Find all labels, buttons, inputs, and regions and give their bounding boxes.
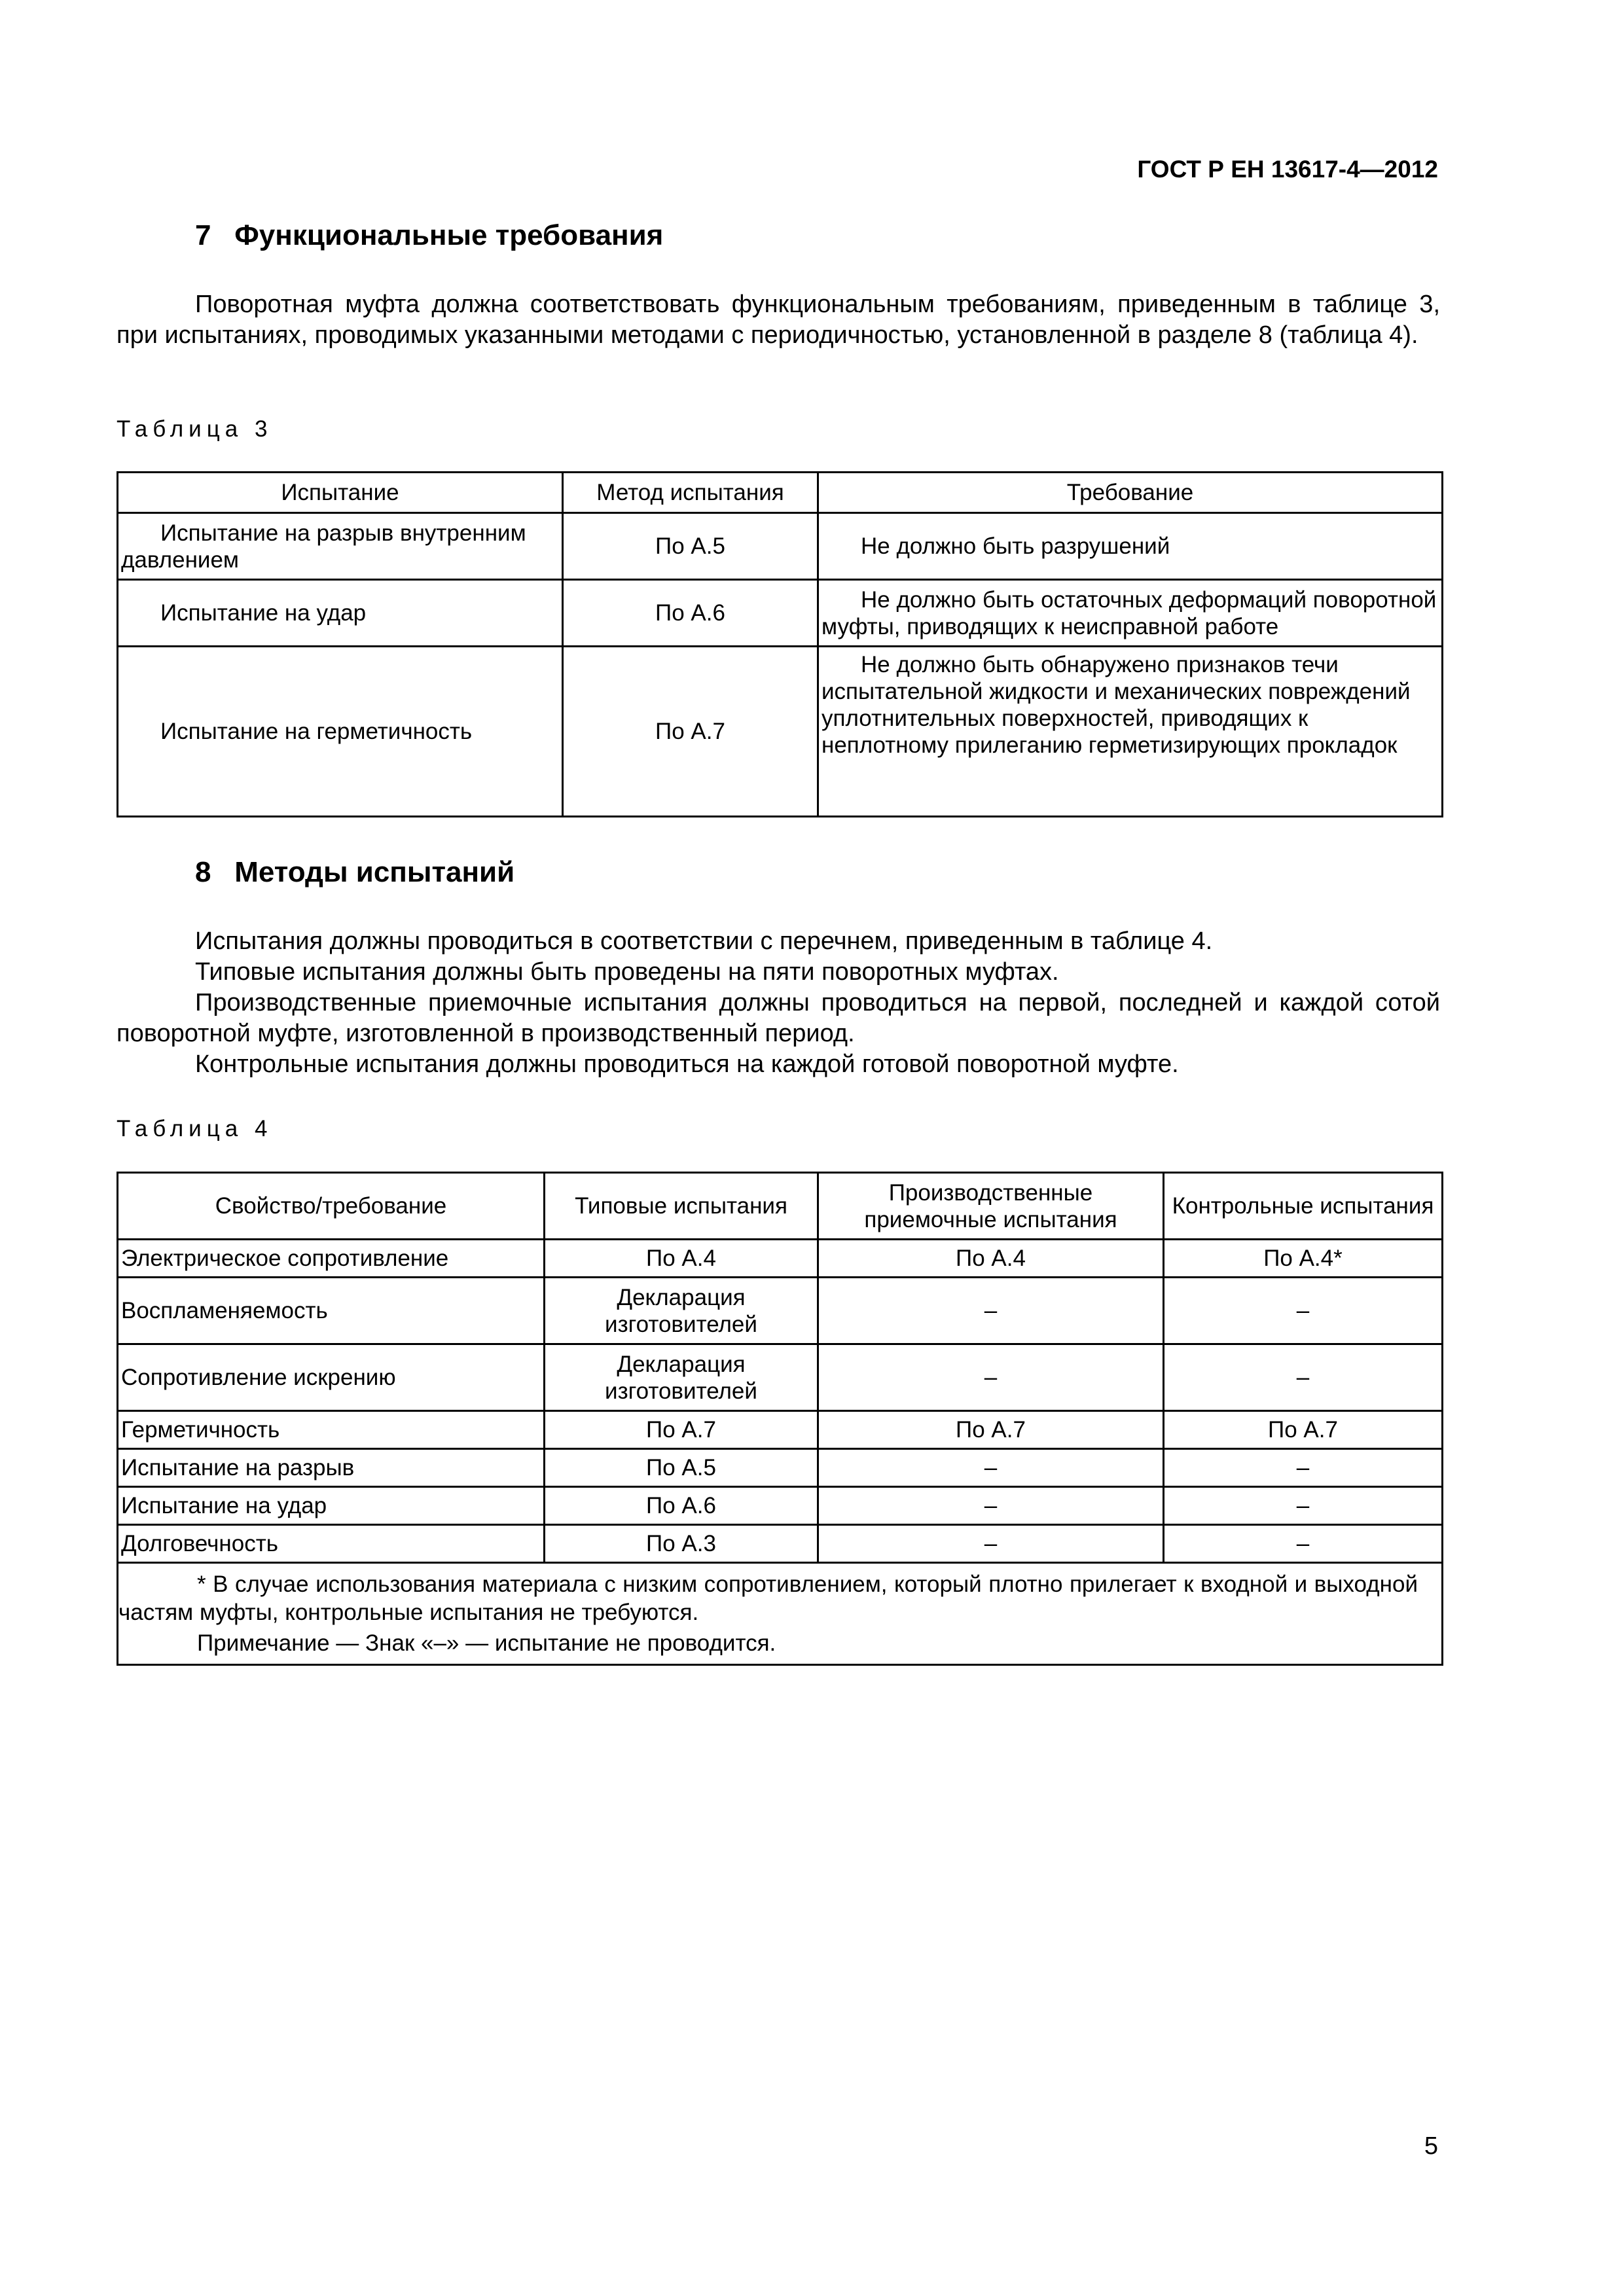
- table-cell: По А.5: [545, 1449, 818, 1487]
- table-row: [118, 1278, 1443, 1344]
- table-row: [118, 580, 1443, 647]
- column-header: Метод испытания: [563, 473, 818, 513]
- table-cell: Испытание на удар: [118, 580, 563, 647]
- document-code: ГОСТ Р ЕН 13617-4—2012: [1137, 156, 1438, 183]
- paragraph: Поворотная муфта должна соответствовать функциональным требованиям, приведенным в таблице 3, при испытаниях, проводимых указанными методами с периодичностью, установленной в разделе 8 (таблица 4).: [117, 291, 1440, 349]
- table-cell: По А.6: [545, 1487, 818, 1525]
- table-4-caption: Таблица 4: [117, 1116, 273, 1141]
- table-cell: По А.4: [545, 1240, 818, 1278]
- table-cell: Декларация изготовителей: [545, 1344, 818, 1411]
- table-row: [118, 1487, 1443, 1525]
- table-row: [118, 647, 1443, 817]
- table-cell: –: [818, 1449, 1164, 1487]
- table-cell: По А.4: [818, 1240, 1164, 1278]
- section-number: 8: [195, 856, 211, 888]
- table-cell: –: [1164, 1278, 1443, 1344]
- table-cell: По А.7: [818, 1411, 1164, 1449]
- table-row: [118, 513, 1443, 580]
- paragraph: Производственные приемочные испытания должны проводиться на первой, последней и каждой сотой поворотной муфте, изготовленной в производственный период.: [117, 989, 1440, 1047]
- column-header: Испытание: [118, 473, 563, 513]
- table-3: [117, 471, 1443, 817]
- table-cell: –: [818, 1487, 1164, 1525]
- table-cell: –: [1164, 1487, 1443, 1525]
- section-number: 7: [195, 219, 211, 251]
- table-cell: По А.6: [563, 580, 818, 647]
- table-cell: По А.5: [563, 513, 818, 580]
- table-cell: Сопротивление искрению: [118, 1344, 545, 1411]
- section-7-heading: [195, 219, 663, 252]
- table-cell: –: [1164, 1344, 1443, 1411]
- table-cell: По А.7: [1164, 1411, 1443, 1449]
- table-cell: Испытание на герметичность: [118, 647, 563, 817]
- table-row: [118, 1411, 1443, 1449]
- table-cell: –: [818, 1344, 1164, 1411]
- table-cell: –: [1164, 1525, 1443, 1563]
- table-footnote: * В случае использования материала с низким сопротивлением, который плотно прилегает к входной и выходной частям муфты, контрольные испытания не требуются.: [118, 1571, 1418, 1625]
- column-header: Свойство/требование: [118, 1173, 545, 1240]
- paragraph: Контрольные испытания должны проводиться на каждой готовой поворотной муфте.: [195, 1050, 1179, 1078]
- table-cell: По А.7: [563, 647, 818, 817]
- section-8-heading: [195, 856, 514, 889]
- table-cell: Испытание на разрыв: [118, 1449, 545, 1487]
- table-note: Примечание — Знак «–» — испытание не проводится.: [197, 1630, 776, 1656]
- table-cell: По А.3: [545, 1525, 818, 1563]
- table-cell: Декларация изготовителей: [545, 1278, 818, 1344]
- table-cell: –: [818, 1525, 1164, 1563]
- table-header-row: [118, 1173, 1443, 1240]
- table-notes-row: [118, 1563, 1443, 1665]
- table-row: [118, 1344, 1443, 1411]
- table-row: [118, 1240, 1443, 1278]
- table-header-row: [118, 473, 1443, 513]
- table-row: [118, 1525, 1443, 1563]
- table-cell: Долговечность: [118, 1525, 545, 1563]
- table-3-caption: Таблица 3: [117, 416, 273, 442]
- table-cell: Не должно быть остаточных деформаций поворотной муфты, приводящих к неисправной работе: [818, 580, 1443, 647]
- column-header: Типовые испытания: [545, 1173, 818, 1240]
- table-cell: –: [1164, 1449, 1443, 1487]
- section-title: Методы испытаний: [234, 856, 515, 888]
- section-title: Функциональные требования: [234, 219, 664, 251]
- paragraph: Типовые испытания должны быть проведены на пяти поворотных муфтах.: [195, 958, 1059, 986]
- table-cell: Герметичность: [118, 1411, 545, 1449]
- paragraph: Испытания должны проводиться в соответствии с перечнем, приведенным в таблице 4.: [195, 927, 1213, 955]
- table-4: [117, 1172, 1443, 1666]
- table-cell: Электрическое сопротивление: [118, 1240, 545, 1278]
- table-cell: –: [818, 1278, 1164, 1344]
- page-number: 5: [1424, 2132, 1438, 2160]
- table-cell: Не должно быть разрушений: [818, 513, 1443, 580]
- table-cell: Не должно быть обнаружено признаков течи испытательной жидкости и механических повреждений уплотнительных поверхностей, приводящих к неплотному прилеганию герметизирующих прокладок: [818, 647, 1443, 817]
- table-cell: Испытание на разрыв внутренним давлением: [118, 513, 563, 580]
- table-cell: Испытание на удар: [118, 1487, 545, 1525]
- table-cell: Воспламеняемость: [118, 1278, 545, 1344]
- column-header: Требование: [818, 473, 1443, 513]
- table-cell: По А.4*: [1164, 1240, 1443, 1278]
- table-notes: [118, 1563, 1443, 1665]
- column-header: Контрольные испытания: [1164, 1173, 1443, 1240]
- section-8-body: [117, 926, 1440, 1080]
- table-row: [118, 1449, 1443, 1487]
- column-header: Производственные приемочные испытания: [818, 1173, 1164, 1240]
- table-cell: По А.7: [545, 1411, 818, 1449]
- section-7-body: [117, 289, 1440, 351]
